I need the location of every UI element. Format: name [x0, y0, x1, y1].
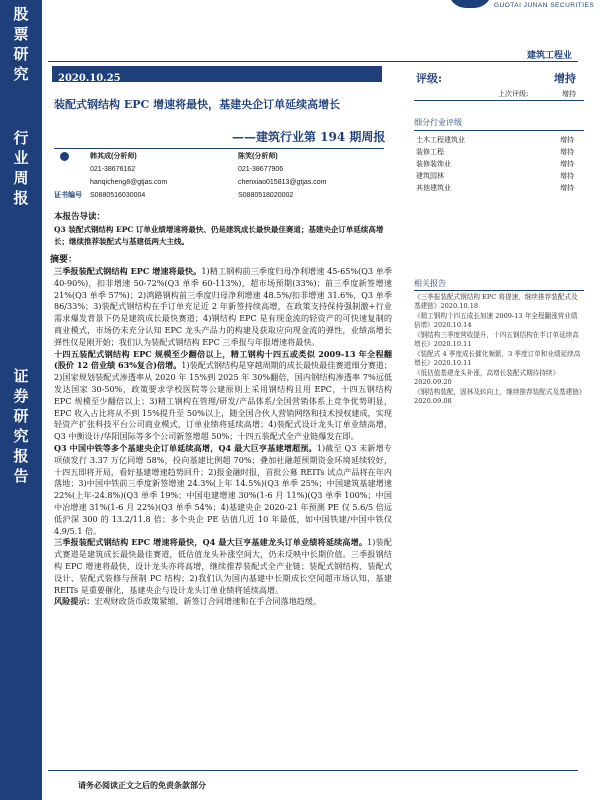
sidebar-bottom-label: 证 券 研 究 报 告: [13, 367, 29, 485]
sub-industry-row: [416, 158, 582, 170]
sub-industry-rating: 增持: [560, 172, 574, 180]
related-reports-divider: [414, 290, 584, 291]
sub-industry-row: [416, 182, 582, 194]
related-reports-title: 相关报告: [414, 279, 446, 288]
analyst-cert: S0880516030004: [90, 192, 146, 199]
company-logo: [448, 0, 598, 14]
logo-mark: [448, 0, 492, 8]
abstract-heading: 摘要：: [50, 255, 78, 265]
header-divider: [48, 61, 578, 62]
analyst-email-row: [54, 176, 384, 189]
paragraph-text: 1)精工钢构前三季度归母净利增速 45-65%(Q3 单季 40-90%)，扣非增速 50-72%(Q3 单季 60-113%)，超市场预期(33%)；前三季度新签增速 21%(Q3 单季 57%)；2)鸿路钢构前三季度归母净利增速 48.5%/扣非增速 31.6%，Q3 单季 86/33%；3)装配式钢结构在手订单充足近 2 年新签持续高增，在政策支持保持强制激+行业需求爆发背景下仍是建筑成长最快赛道；4)钢结构 EPC 是有现金流的轻资产的可快速复制的商业模式，市场仍未充分认知 EPC 龙头产品力的构建及获取应向现金流的弹性，业绩高增长弹性仅是刚开始；我们认为装配式钢结构 EPC 三季报与年报增速将最快。: [54, 266, 392, 347]
abstract-paragraph: [54, 349, 392, 443]
risk-label: 风险提示：: [54, 596, 95, 607]
sub-industry-rating: 增持: [560, 160, 574, 168]
related-report-link[interactable]: 《钢结构三季度营收提升，十四五钢结构在半订单延续高增长》2020.10.11: [414, 331, 579, 348]
analyst-icon: [60, 152, 69, 161]
previous-rating-value: 增持: [562, 90, 576, 98]
analyst-phone: 021-38677906: [238, 166, 284, 173]
related-reports-list: [414, 293, 584, 407]
rating-label: 评级:: [416, 72, 443, 85]
abstract-paragraph: [54, 266, 392, 349]
analyst-phone: 021-38676162: [90, 166, 136, 173]
sidebar-report-type: 行 业 周 报: [13, 129, 29, 207]
sub-industry-row: [416, 146, 582, 158]
sub-industry-name: 建筑园林: [416, 172, 444, 180]
paragraph-lead: Q3 中国中铁等多个基建央企订单延续高增，Q4 最大巨亨基建增超预。: [54, 442, 317, 453]
sub-industry-title: 细分行业评级: [414, 118, 462, 127]
cert-label: 证书编号: [54, 192, 82, 199]
paragraph-lead: 三季报装配式钢结构 EPC 增速将最快。: [54, 266, 202, 276]
related-report-link[interactable]: 《钢结构装配，固林及转向上，继续推荐装配式及基建链》2020.09.08: [414, 388, 583, 405]
risk-paragraph: [54, 596, 392, 608]
sidebar: [0, 0, 42, 800]
paragraph-lead: 三季报装配式钢结构 EPC 增速将最快，Q4 最大巨亨基建龙头订单业绩将延续高增。: [54, 537, 368, 548]
abstract-body: [54, 266, 392, 608]
analyst-cert: S0880518020002: [238, 192, 294, 199]
sub-industry-row: [416, 134, 582, 146]
sub-industry-divider: [414, 130, 584, 131]
report-date: 2020.10.25: [58, 73, 121, 84]
analyst-name: 韩其成(分析师): [90, 153, 137, 160]
footer-divider: [48, 770, 578, 771]
related-report-link[interactable]: 《装配式 4 季度成长催化频繁，3 季度订单和业绩延续高增长》2020.10.11: [414, 350, 581, 367]
analyst-name-row: [54, 150, 384, 163]
analyst-email[interactable]: hanqicheng8@gtjas.com: [90, 179, 168, 186]
sub-industry-name: 其他建筑业: [416, 184, 451, 192]
sub-industry-name: 土木工程建筑业: [416, 136, 465, 144]
rating-value: 增持: [554, 72, 576, 85]
analyst-divider: [54, 148, 384, 149]
abstract-paragraph: [54, 537, 392, 596]
footer-disclaimer: 请务必阅读正文之后的免责条款部分: [78, 780, 206, 790]
related-report-link[interactable]: 《低估值基建龙头补涨，高增长装配式期待持续》2020.09.20: [414, 369, 560, 386]
rating-divider: [414, 100, 584, 101]
risk-text: 宏观财政货币政策紧缩、新签订合同增速和在手合同落地趋缓。: [94, 596, 322, 607]
related-report-link[interactable]: 《三季报装配式钢结构 EPC 将提速，继续推荐装配式及基建链》2020.10.18: [414, 293, 578, 310]
sub-industry-name: 装修装饰业: [416, 160, 451, 168]
analyst-cert-row: [54, 189, 384, 202]
sidebar-top-label: 股 票 研 究: [13, 5, 29, 83]
paragraph-lead: 十四五装配式钢结构 EPC 规模至少翻倍以上，精工钢构十四五或类似 2009-13 年全程翻(股价 12 倍业绩 63%复合)倍增。: [54, 348, 392, 371]
logo-english-name: GUOTAI JUNAN SECURITIES: [494, 2, 595, 9]
paragraph-text: 1)装配式钢结构是穿越周期的成长最快最佳赛道细分赛道；2)国家规划装配式渗透率从 2020 年 15%到 2025 年 30%翻倍，国内钢结构渗透率 7%远低发达国家 30-50%，政策要求学校医院等公建原则上采用钢结构且用 EPC，十四五钢结构 EPC 规模至少翻倍以上；3)精工钢构在管理/研发/产品体系/全国营销体系上竞争优势明显，EPC 收入占比将从不到 15%提升至 50%以上，随全国合伙人营销网络和技术授权建成，实现轻资产扩张科技平台公司商业模式，订单业绩将延续高增；4)装配式设计龙头订单业绩高增，Q3 中衡设计/华阳国际等多个公司新签增超 50%；十四五装配式全产业链爆发在即。: [54, 360, 392, 442]
summary-guide: Q3 装配式钢结构 EPC 订单业绩增速将最快、仍是建筑成长最快最佳赛道；基建央企订单延续高增长；继续推荐装配式与基建低两大主线。: [54, 225, 384, 246]
paragraph-text: 1)截至 Q3 末新增专项债发行 3.37 万亿同增 58%，投向基建比例超 70%；叠加社融超预期资金环境延续较好，十四五即将开局，看好基建增速趋势回升；2)报金融时报，首批公募 REITs 试点产品将在年内落地；3)中国中铁前三季度新签增速 24.3%(上年 14.5%)(Q3 单季 25%；中国建筑基建增速 22%(上年-24.8%)(Q3 单季 19%；中国电建增速 30%(1-6 月 11%)(Q3 单季 100%；中国中冶增速 31%(1-6 月 22%)(Q3 单季 54%；4)基建央企 2020-21 年预测 PE 仅 5.6/5 倍远低沪深 300 的 13.2/11.8 倍；多个央企 PE 估值几近 10 年最低，如中国铁建/中国中铁仅 4.9/5.1 倍。: [54, 442, 392, 536]
analyst-name: 陈笑(分析师): [238, 153, 278, 160]
sub-industry-rating: 增持: [560, 148, 574, 156]
sub-industry-rating: 增持: [560, 136, 574, 144]
sub-industry-row: [416, 170, 582, 182]
rating-box: [414, 67, 584, 97]
industry-tag: 建筑工程业: [526, 51, 572, 61]
report-subtitle: ——建筑行业第 194 期周报: [232, 130, 386, 144]
report-title: 装配式钢结构 EPC 增速将最快，基建央企订单延续高增长: [54, 98, 341, 111]
paragraph-text: 1)装配式赛道是建筑成长最快最佳赛道，低估值龙头补涨空间大，仍未反映中长期价值。三季报钢结构 EPC 增速将最快，设计龙头亦将高增，继续推荐装配式全产业链；装配式钢结构、装配式设计、装配式装修与预制 PC 结构；2)我们认为国内基建中长期成长空间超市场认知，基建 REITs 是重要催化，基建央企与设计龙头订单业绩将延续高增。: [54, 537, 392, 595]
abstract-paragraph: [54, 443, 392, 537]
related-report-link[interactable]: 《精工钢构十四五成长加速 2009-13 年全程翻涨营业绩倍增》2020.10.14: [414, 312, 578, 329]
analyst-phone-row: [54, 163, 384, 176]
sub-industry-rating: 增持: [560, 184, 574, 192]
summary-heading: 本报告导读：: [54, 212, 106, 222]
analyst-email[interactable]: chenxiao015813@gtjas.com: [238, 179, 327, 186]
sub-industry-name: 装修工程: [416, 148, 444, 156]
date-bar: [52, 66, 382, 82]
previous-rating-label: 上次评级:: [498, 90, 529, 98]
